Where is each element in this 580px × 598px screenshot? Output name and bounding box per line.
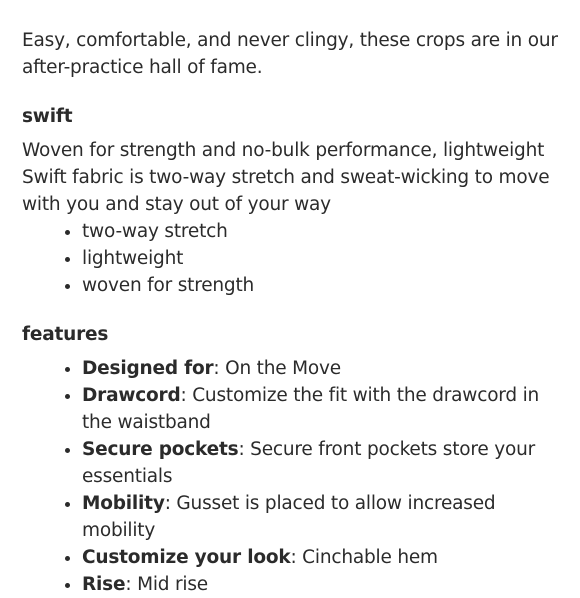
swift-bullet-list — [22, 218, 562, 299]
product-description — [22, 27, 562, 598]
features-list — [22, 355, 562, 598]
feature-item-designed-for — [82, 355, 562, 382]
feature-label: Rise — [82, 574, 126, 595]
feature-item-mobility — [82, 490, 562, 544]
feature-text: : Customize the fit with the drawcord in the waistband — [82, 385, 540, 433]
feature-item-secure-pockets — [82, 436, 562, 490]
feature-label: Customize your look — [82, 547, 291, 568]
feature-text: : Cinchable hem — [290, 547, 438, 568]
feature-text: : Mid rise — [125, 574, 208, 595]
list-item: • two-way stretch — [82, 218, 562, 245]
list-item: • woven for strength — [82, 272, 562, 299]
feature-label: Mobility — [82, 493, 165, 514]
feature-text: : Secure front pockets store your essentials — [82, 439, 536, 487]
intro-text: Easy, comfortable, and never clingy, these crops are in our after-practice hall of fame. — [22, 30, 558, 78]
swift-description: Woven for strength and no-bulk performance, lightweight Swift fabric is two-way stretch and sweat-wicking to move with you and stay out of your way — [22, 140, 550, 215]
swift-heading: swift — [22, 106, 73, 127]
feature-item-rise — [82, 571, 562, 598]
list-item: • lightweight — [82, 245, 562, 272]
features-heading: features — [22, 324, 109, 345]
feature-item-drawcord — [82, 382, 562, 436]
feature-text: : Gusset is placed to allow increased mobility — [82, 493, 496, 541]
feature-label: Secure pockets — [82, 439, 239, 460]
feature-label: Designed for — [82, 358, 214, 379]
feature-item-customize-look — [82, 544, 562, 571]
feature-text: : On the Move — [213, 358, 341, 379]
feature-label: Drawcord — [82, 385, 181, 406]
